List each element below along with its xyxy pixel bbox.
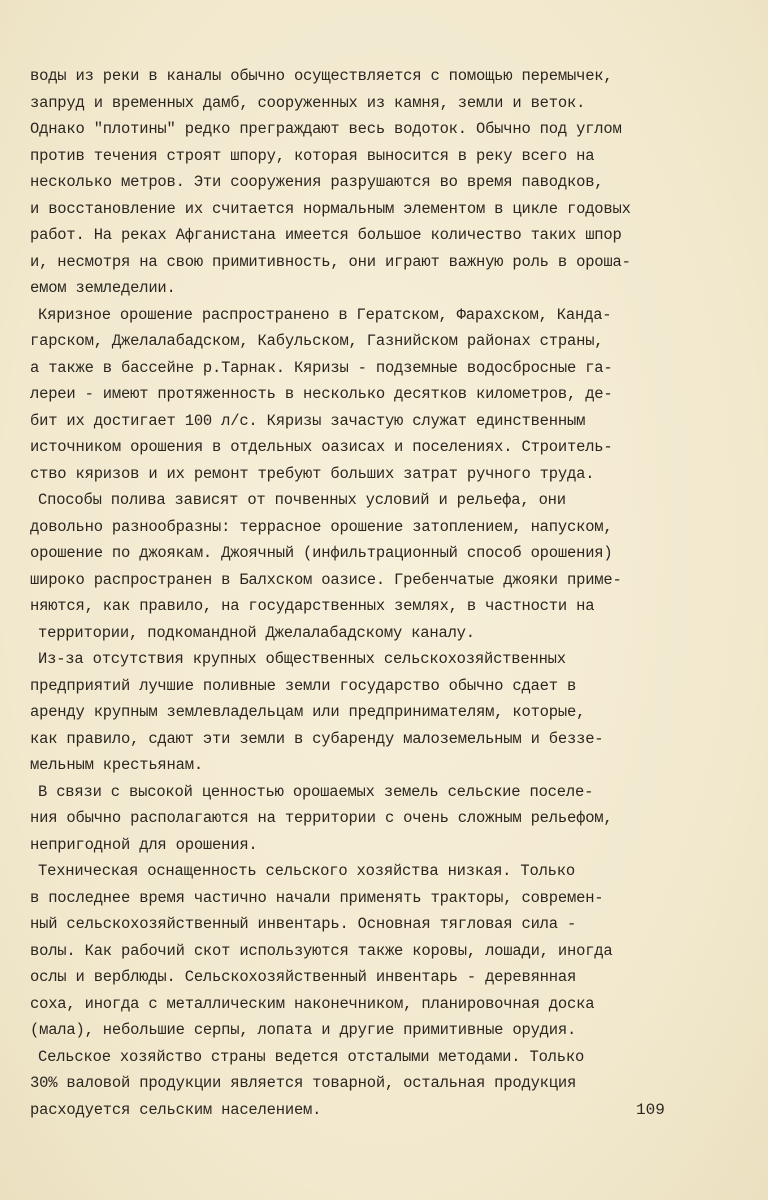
text-line: ство кяризов и их ремонт требуют больших затрат ручного труда. xyxy=(30,464,595,483)
page-number: 109 xyxy=(636,1101,665,1119)
text-line: (мала), небольшие серпы, лопата и другие примитивные орудия. xyxy=(30,1021,577,1039)
paragraph-start-line: Кяризное орошение распространено в Гератском, Фарахском, Канда- xyxy=(38,305,612,324)
text-line: лереи - имеют протяженность в несколько десятков километров, де- xyxy=(30,385,613,403)
text-line: волы. Как рабочий скот используются также коровы, лошади, иногда xyxy=(30,941,613,960)
text-line: ный сельскохозяйственный инвентарь. Основная тягловая сила - xyxy=(30,915,577,933)
text-line: непригодной для орошения. xyxy=(30,835,258,854)
text-line: орошение по джоякам. Джоячный (инфильтрационный способ орошения) xyxy=(30,544,613,562)
text-line: аренду крупным землевладельцам или предпринимателям, которые, xyxy=(30,703,586,721)
paragraph-start-line: Способы полива зависят от почвенных условий и рельефа, они xyxy=(38,491,566,509)
text-line: Однако "плотины" редко преграждают весь водоток. Обычно под углом xyxy=(30,120,622,138)
paragraph-start-line: Из-за отсутствия крупных общественных сельскохозяйственных xyxy=(38,650,566,668)
paragraph-start-line: В связи с высокой ценностью орошаемых земель сельские поселе- xyxy=(38,782,594,801)
text-line: 30% валовой продукции является товарной, остальная продукция xyxy=(30,1074,577,1092)
text-line: емом земледелии. xyxy=(30,279,176,297)
text-line: ния обычно располагаются на территории с очень сложным рельефом, xyxy=(30,809,613,827)
text-line: в последнее время частично начали применять тракторы, современ- xyxy=(30,888,604,907)
text-line: довольно разнообразны: террасное орошение затоплением, напуском, xyxy=(30,517,613,536)
text-line: соха, иногда с металлическим наконечником, планировочная доска xyxy=(30,994,595,1013)
text-line: против течения строят шпору, которая выносится в реку всего на xyxy=(30,146,595,165)
text-line: широко распространен в Балхском оазисе. Гребенчатые джояки приме- xyxy=(30,570,622,589)
text-line: няются, как правило, на государственных землях, в частности на xyxy=(30,597,595,615)
text-line: предприятий лучшие поливные земли государство обычно сдает в xyxy=(30,676,577,695)
text-line: ослы и верблюды. Сельскохозяйственный инвентарь - деревянная xyxy=(30,968,577,986)
text-line: воды из реки в каналы обычно осуществляется с помощью перемычек, xyxy=(30,67,613,85)
text-line: бит их достигает 100 л/с. Кяризы зачастую служат единственным xyxy=(30,411,586,430)
paragraph-start-line: Сельское хозяйство страны ведется отсталыми методами. Только xyxy=(38,1047,585,1066)
body-text xyxy=(30,63,745,1123)
text-line: территории, подкомандной Джелалабадскому каналу. xyxy=(38,623,475,642)
text-line: как правило, сдают эти земли в субаренду малоземельным и беззе- xyxy=(30,729,604,748)
text-line: а также в бассейне р.Тарнак. Кяризы - подземные водосбросные га- xyxy=(30,358,613,377)
text-line: мельным крестьянам. xyxy=(30,756,203,774)
paragraph-start-line: Техническая оснащенность сельского хозяйства низкая. Только xyxy=(38,862,575,880)
text-line: источником орошения в отдельных оазисах и поселениях. Строитель- xyxy=(30,438,613,456)
text-line: и, несмотря на свою примитивность, они играют важную роль в ороша- xyxy=(30,252,631,271)
text-line: работ. На реках Афганистана имеется большое количество таких шпор xyxy=(30,226,622,244)
text-line: запруд и временных дамб, сооруженных из камня, земли и веток. xyxy=(30,93,586,112)
text-line: гарском, Джелалабадском, Кабульском, Газнийском районах страны, xyxy=(30,332,604,350)
text-line: расходуется сельским населением. xyxy=(30,1100,322,1119)
text-line: и восстановление их считается нормальным элементом в цикле годовых xyxy=(30,199,631,218)
text-line: несколько метров. Эти сооружения разрушаются во время паводков, xyxy=(30,173,604,191)
